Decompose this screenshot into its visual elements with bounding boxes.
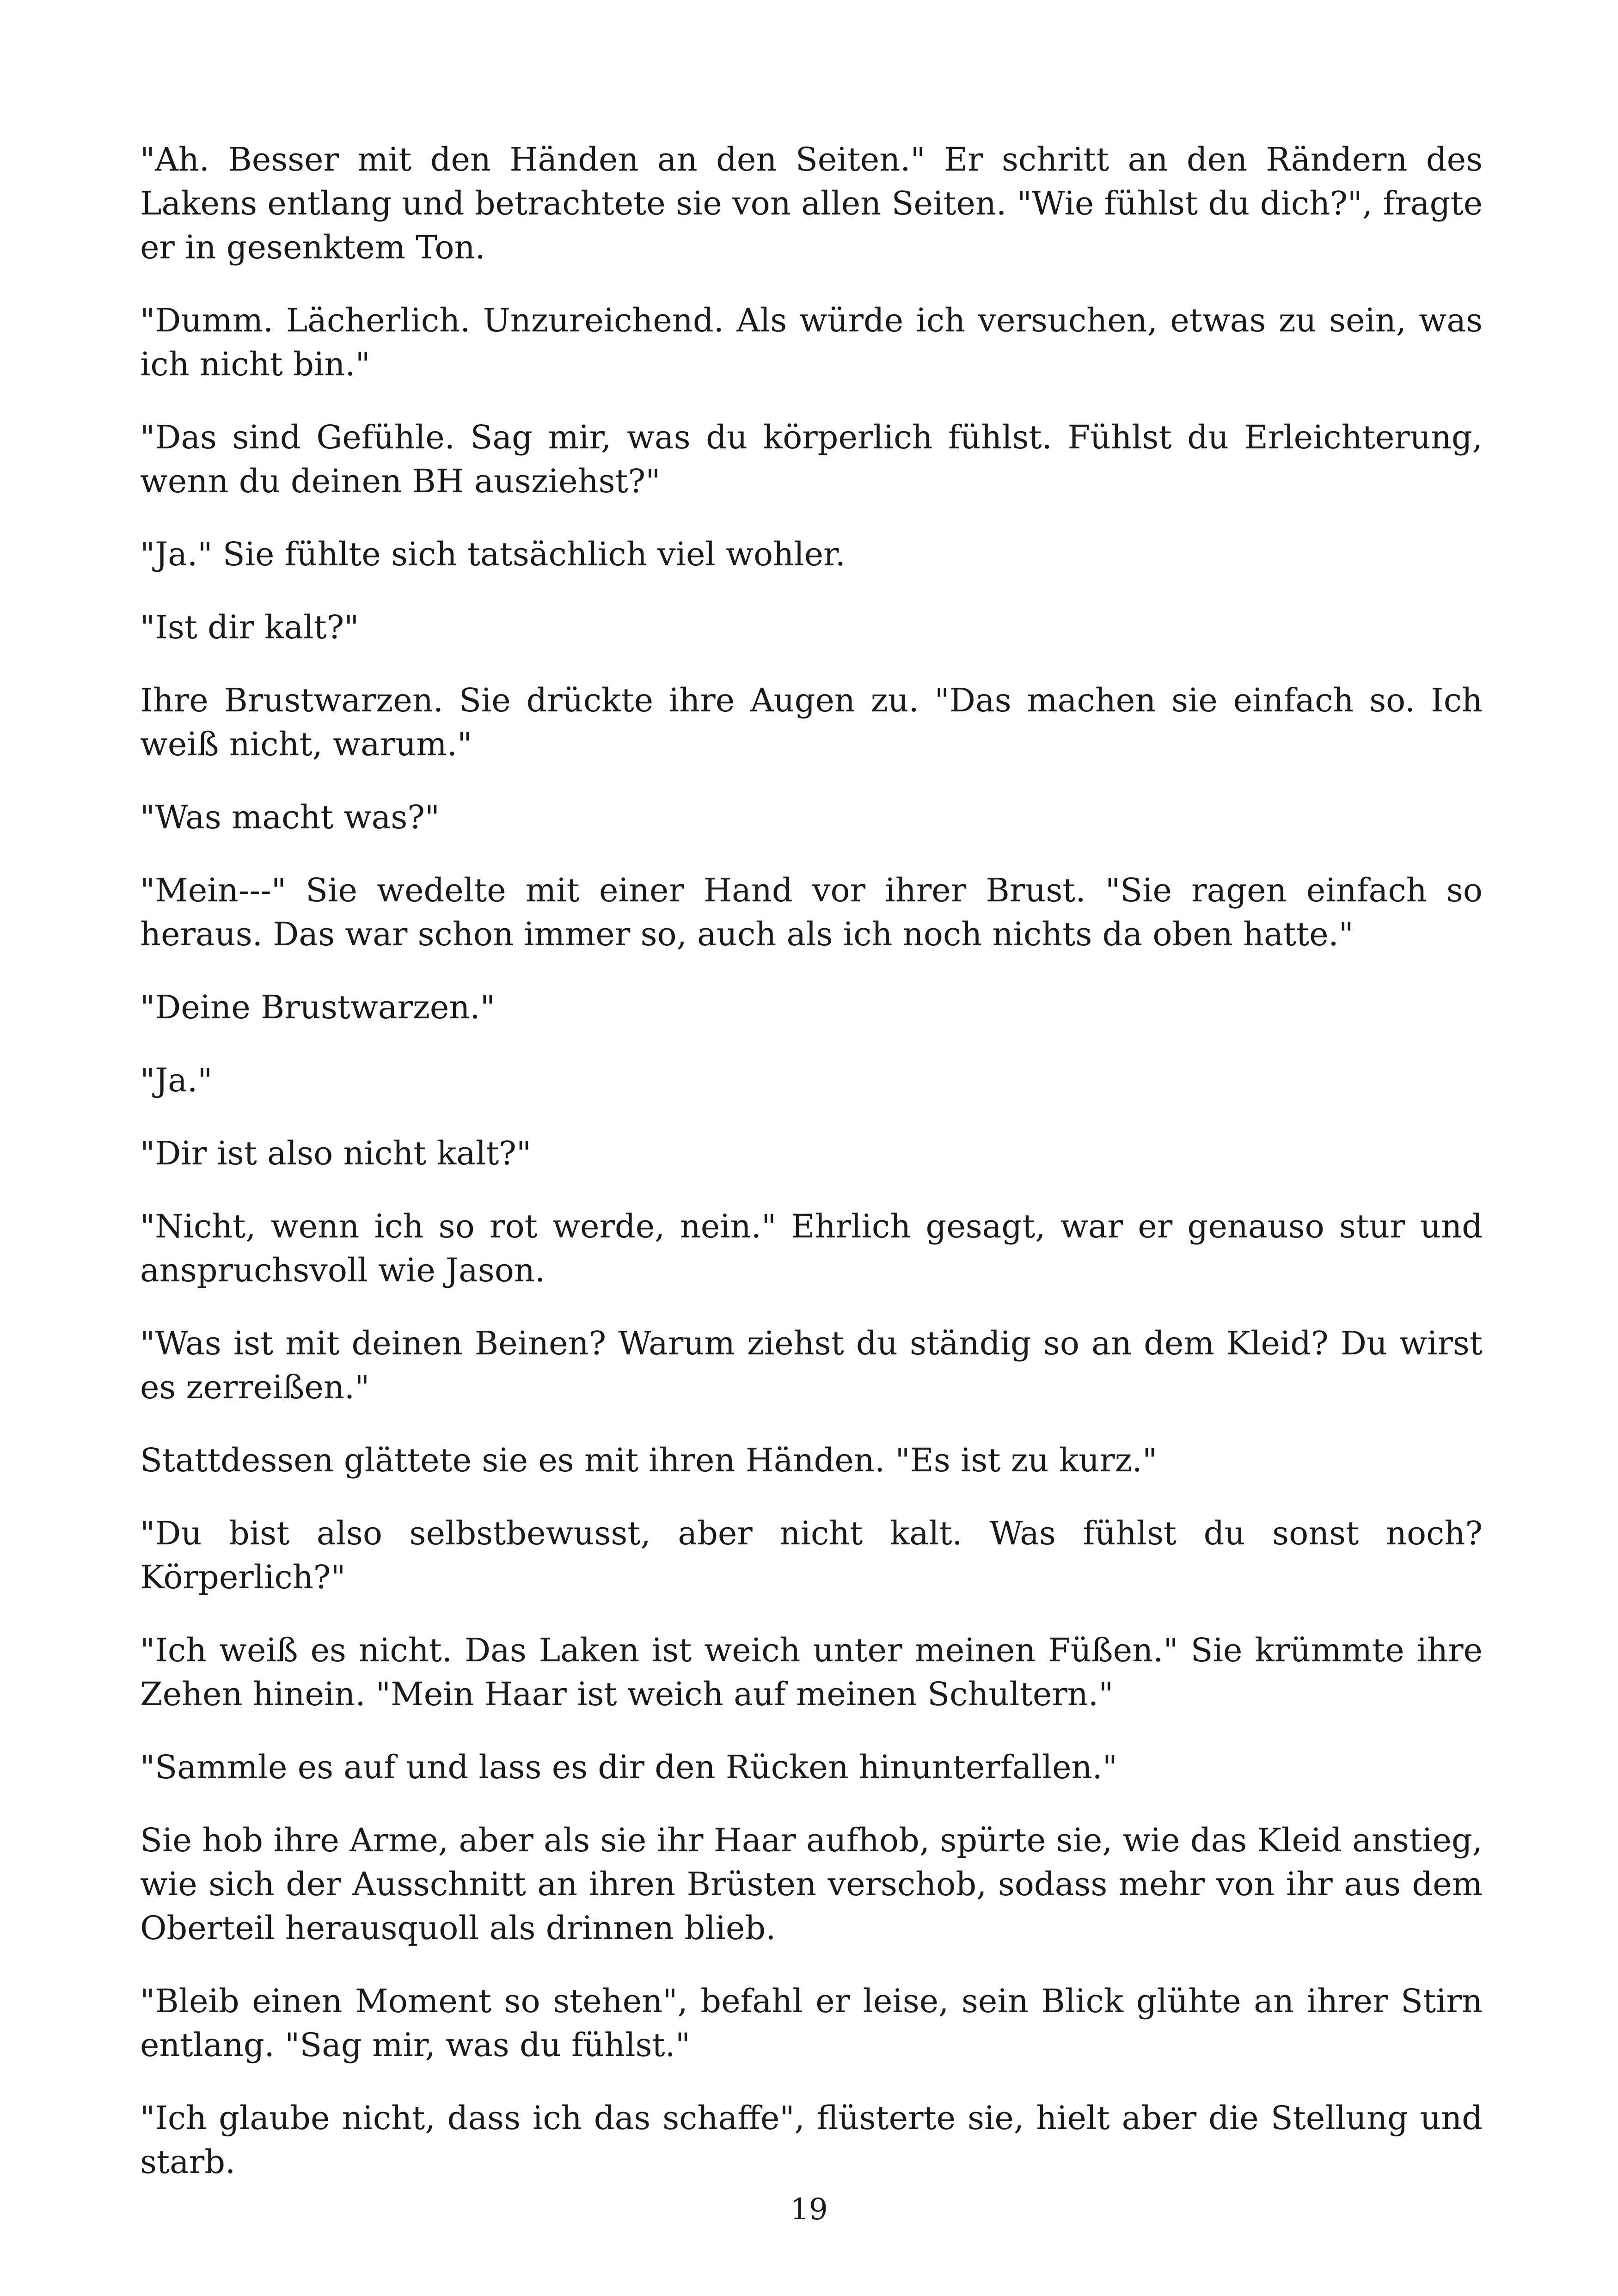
paragraph: "Ja." Sie fühlte sich tatsächlich viel wohler. xyxy=(140,535,846,573)
paragraph: "Das sind Gefühle. Sag mir, was du körperlich fühlst. Fühlst du Erleichterung, wenn du deinen BH ausziehst?" xyxy=(140,418,1483,500)
paragraph: Sie hob ihre Arme, aber als sie ihr Haar aufhob, spürte sie, wie das Kleid anstieg, wie sich der Ausschnitt an ihren Brüsten verschob, sodass mehr von ihr aus dem Oberteil herausquoll als drinnen blieb. xyxy=(140,1821,1483,1947)
paragraph: "Dir ist also nicht kalt?" xyxy=(140,1134,532,1172)
paragraph: "Ist dir kalt?" xyxy=(140,608,359,646)
paragraph: "Deine Brustwarzen." xyxy=(140,988,495,1026)
paragraph: "Bleib einen Moment so stehen", befahl er leise, sein Blick glühte an ihrer Stirn entlang. "Sag mir, was du fühlst." xyxy=(140,1982,1483,2064)
page-number: 19 xyxy=(790,2192,828,2227)
paragraph: "Ja." xyxy=(140,1061,213,1099)
paragraph: "Ich glaube nicht, dass ich das schaffe", flüsterte sie, hielt aber die Stellung und starb. xyxy=(140,2099,1483,2181)
paragraph: "Was macht was?" xyxy=(140,798,440,836)
paragraph: "Mein---" Sie wedelte mit einer Hand vor ihrer Brust. "Sie ragen einfach so heraus. Das war schon immer so, auch als ich noch nichts da oben hatte." xyxy=(140,871,1483,953)
paragraph: "Ich weiß es nicht. Das Laken ist weich unter meinen Füßen." Sie krümmte ihre Zehen hinein. "Mein Haar ist weich auf meinen Schultern." xyxy=(140,1631,1483,1713)
paragraph: Stattdessen glättete sie es mit ihren Händen. "Es ist zu kurz." xyxy=(140,1441,1158,1479)
paragraph: "Nicht, wenn ich so rot werde, nein." Ehrlich gesagt, war er genauso stur und anspruchsvoll wie Jason. xyxy=(140,1207,1483,1289)
paragraph: "Was ist mit deinen Beinen? Warum ziehst du ständig so an dem Kleid? Du wirst es zerreißen." xyxy=(140,1324,1483,1406)
paragraph: "Sammle es auf und lass es dir den Rücken hinunterfallen." xyxy=(140,1748,1118,1786)
paragraph: Ihre Brustwarzen. Sie drückte ihre Augen zu. "Das machen sie einfach so. Ich weiß nicht, warum." xyxy=(140,681,1483,763)
paragraph: "Du bist also selbstbewusst, aber nicht kalt. Was fühlst du sonst noch? Körperlich?" xyxy=(140,1514,1483,1596)
paragraph: "Dumm. Lächerlich. Unzureichend. Als würde ich versuchen, etwas zu sein, was ich nicht bin." xyxy=(140,301,1483,383)
paragraph: "Ah. Besser mit den Händen an den Seiten." Er schritt an den Rändern des Lakens entlang und betrachtete sie von allen Seiten. "Wie fühlst du dich?", fragte er in gesenktem Ton. xyxy=(140,141,1483,266)
page-body xyxy=(140,138,1483,2213)
